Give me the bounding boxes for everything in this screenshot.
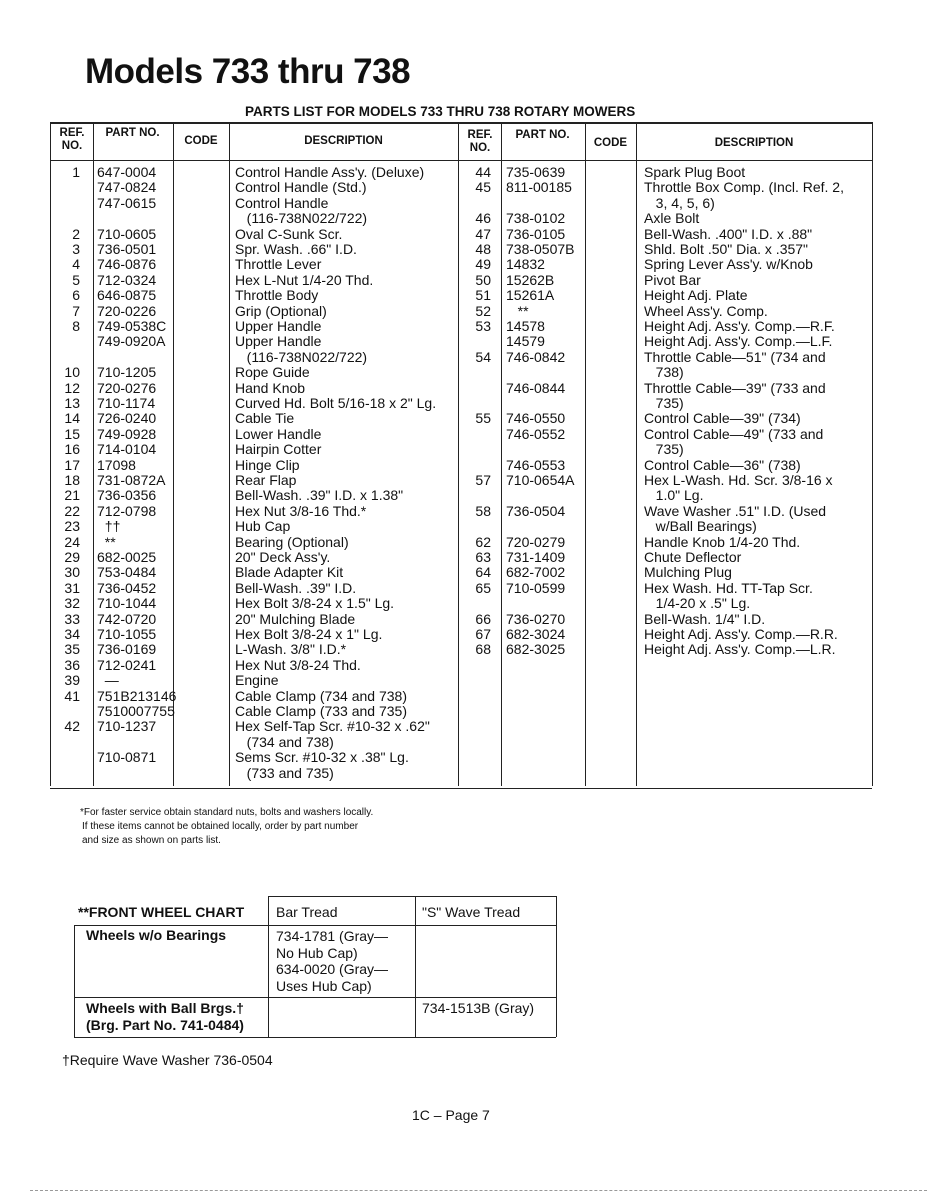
description: Hand Knob <box>235 379 306 396</box>
ref-no: 50 <box>475 271 491 288</box>
ref-no: 44 <box>475 164 491 180</box>
description: Engine <box>235 672 279 689</box>
part-no: 712-0324 <box>97 271 157 288</box>
ref-no: 39 <box>64 672 80 689</box>
header-part-left: PART NO. <box>105 127 160 139</box>
part-no: 746-0842 <box>506 348 566 365</box>
part-no: 736-0504 <box>506 502 566 519</box>
description: Hex Nut 3/8-16 Thd.* <box>235 502 367 519</box>
part-no: 682-7002 <box>506 564 566 581</box>
description: Spring Lever Ass'y. w/Knob <box>644 256 813 273</box>
ref-no: 67 <box>475 626 491 642</box>
description: Wave Washer .51" I.D. (Used <box>644 502 827 519</box>
ref-no: 32 <box>64 595 80 612</box>
part-no: 738-0507B <box>506 241 575 257</box>
ref-no: 64 <box>475 564 491 581</box>
header-code-right: CODE <box>593 137 628 149</box>
description: Blade Adapter Kit <box>235 564 344 581</box>
footnote-line: *For faster service obtain standard nuts, bolts and washers locally. <box>80 807 374 818</box>
wheel-chart-title: **FRONT WHEEL CHART <box>78 904 245 920</box>
part-no: ** <box>506 302 529 319</box>
header-ref-left: REF. NO. <box>59 127 85 152</box>
description: Bell-Wash. .39" I.D. <box>235 579 357 596</box>
part-no: 682-3024 <box>506 626 566 642</box>
wheel-chart-line: No Hub Cap) <box>276 944 358 961</box>
description: Pivot Bar <box>644 271 701 288</box>
ref-no: 10 <box>64 364 80 381</box>
description: Hairpin Cotter <box>235 441 322 458</box>
header-code-left: CODE <box>184 135 218 147</box>
description: 738) <box>644 364 684 381</box>
part-no: 746-0552 <box>506 425 566 442</box>
ref-no: 42 <box>64 718 80 735</box>
description: (116-738N022/722) <box>235 210 368 227</box>
ref-no: 63 <box>475 549 491 565</box>
description: Cable Clamp (734 and 738) <box>235 687 407 704</box>
ref-no: 35 <box>64 641 80 658</box>
part-no: 712-0241 <box>97 656 157 673</box>
part-no: 710-0599 <box>506 579 566 596</box>
part-no: ** <box>97 533 116 550</box>
description: Height Adj. Plate <box>644 287 748 304</box>
wheel-chart-cell: 734-1513B (Gray) <box>422 1000 535 1016</box>
ref-no: 2 <box>72 225 80 242</box>
description: (733 and 735) <box>235 764 334 781</box>
divider <box>636 122 637 786</box>
description: Axle Bolt <box>644 210 700 227</box>
description: Lower Handle <box>235 425 322 442</box>
front-wheel-chart <box>74 896 556 1037</box>
ref-no: 23 <box>64 518 80 535</box>
wheel-chart-col-wave-tread: "S" Wave Tread <box>422 904 521 920</box>
part-no: 726-0240 <box>97 410 157 427</box>
wheel-chart-line: 634-0020 (Gray— <box>276 961 389 977</box>
description: Hex Bolt 3/8-24 x 1" Lg. <box>235 626 383 642</box>
part-no: 15262B <box>506 271 555 288</box>
ref-no: 58 <box>475 502 491 519</box>
part-no: 710-0654A <box>506 472 575 488</box>
description: (116-738N022/722) <box>235 348 368 365</box>
wheel-chart-line: (Brg. Part No. 741-0484) <box>86 1016 244 1033</box>
description: w/Ball Bearings) <box>644 518 757 535</box>
part-no: 746-0553 <box>506 456 566 473</box>
part-no: 811-00185 <box>506 179 572 196</box>
part-no: 682-3025 <box>506 641 566 658</box>
description: Upper Handle <box>235 333 322 350</box>
part-no: 753-0484 <box>97 564 157 581</box>
description: Control Cable—39" (734) <box>644 410 801 427</box>
part-no: 710-1174 <box>97 395 156 411</box>
ref-no: 3 <box>72 241 80 257</box>
ref-no: 13 <box>64 395 80 411</box>
ref-no: 7 <box>72 302 80 319</box>
wave-washer-note: †Require Wave Washer 736-0504 <box>62 1052 273 1068</box>
part-no: 736-0270 <box>506 610 566 627</box>
ref-no: 21 <box>64 487 80 504</box>
divider <box>872 122 873 786</box>
description: Sems Scr. #10-32 x .38" Lg. <box>235 749 409 766</box>
part-no: 736-0501 <box>97 241 157 257</box>
part-no: 710-0871 <box>97 749 157 766</box>
part-no: 749-0920A <box>97 333 166 350</box>
description: Spr. Wash. .66" I.D. <box>235 241 357 257</box>
description: Control Cable—36" (738) <box>644 456 801 473</box>
description: Control Handle <box>235 194 329 211</box>
part-no: 17098 <box>97 456 136 473</box>
description: Mulching Plug <box>644 564 732 581</box>
description: Hex Self-Tap Scr. #10-32 x .62" <box>235 718 430 735</box>
description: Throttle Box Comp. (Incl. Ref. 2, <box>644 179 844 196</box>
ref-no: 4 <box>72 256 80 273</box>
page-edge <box>30 1190 927 1191</box>
part-no: 710-0605 <box>97 225 157 242</box>
ref-no: 55 <box>475 410 491 427</box>
description: Height Adj. Ass'y. Comp.—R.R. <box>644 626 838 642</box>
ref-no: 30 <box>64 564 80 581</box>
ref-no: 24 <box>64 533 80 550</box>
description: 3, 4, 5, 6) <box>644 194 715 211</box>
description: Chute Deflector <box>644 549 742 565</box>
wheel-chart-row-label <box>86 1000 244 1033</box>
ref-no: 6 <box>72 287 80 304</box>
description: Cable Tie <box>235 410 295 427</box>
wheel-chart-line: Uses Hub Cap) <box>276 977 372 994</box>
description: Hex Bolt 3/8-24 x 1.5" Lg. <box>235 595 395 612</box>
part-no: 746-0550 <box>506 410 566 427</box>
part-no: 710-1044 <box>97 595 157 612</box>
part-no: 14579 <box>506 333 545 350</box>
description: Bell-Wash. .400" I.D. x .88" <box>644 225 813 242</box>
part-no: 731-0872A <box>97 472 166 488</box>
description: Height Adj. Ass'y. Comp.—L.R. <box>644 641 836 658</box>
description: Handle Knob 1/4-20 Thd. <box>644 533 801 550</box>
part-no: 647-0004 <box>97 164 157 180</box>
ref-no: 15 <box>64 425 80 442</box>
description: Hub Cap <box>235 518 291 535</box>
description: Cable Clamp (733 and 735) <box>235 703 407 719</box>
description: Wheel Ass'y. Comp. <box>644 302 768 319</box>
part-no: 742-0720 <box>97 610 157 627</box>
part-no: 720-0226 <box>97 302 157 319</box>
part-no: 731-1409 <box>506 549 566 565</box>
ref-no: 52 <box>475 302 491 319</box>
ref-no: 62 <box>475 533 491 550</box>
ref-no: 66 <box>475 610 491 627</box>
description: Spark Plug Boot <box>644 164 746 180</box>
description: Throttle Cable—51" (734 and <box>644 348 826 365</box>
part-no: 14832 <box>506 256 545 273</box>
description: Curved Hd. Bolt 5/16-18 x 2" Lg. <box>235 395 437 411</box>
part-no: 720-0276 <box>97 379 157 396</box>
ref-no: 22 <box>64 502 80 519</box>
part-no: 712-0798 <box>97 502 157 519</box>
ref-no: 14 <box>64 410 80 427</box>
wheel-chart-line: 734-1781 (Gray— <box>276 928 389 944</box>
part-no: 14578 <box>506 318 545 334</box>
ref-no: 65 <box>475 579 491 596</box>
description: Control Cable—49" (733 and <box>644 425 824 442</box>
description: Height Adj. Ass'y. Comp.—L.F. <box>644 333 833 350</box>
footnote-line: If these items cannot be obtained locally, order by part number <box>82 821 359 832</box>
wheel-chart-cell <box>276 928 388 994</box>
description: Bearing (Optional) <box>235 533 349 550</box>
description: Rope Guide <box>235 364 310 381</box>
description: Bell-Wash. .39" I.D. x 1.38" <box>235 487 404 504</box>
divider <box>585 122 586 786</box>
ref-no: 8 <box>72 318 80 334</box>
description: Hex L-Nut 1/4-20 Thd. <box>235 271 374 288</box>
header-ref-right: REF. NO. <box>467 129 493 154</box>
description: Hex Wash. Hd. TT-Tap Scr. <box>644 579 813 596</box>
description: L-Wash. 3/8" I.D.* <box>235 641 347 658</box>
header-part-right: PART NO. <box>515 129 570 141</box>
wheel-chart-line: Wheels with Ball Brgs.† <box>86 1000 244 1016</box>
part-no: 747-0824 <box>97 179 157 196</box>
ref-no: 36 <box>64 656 80 673</box>
page-number: 1C – Page 7 <box>412 1107 490 1123</box>
part-no: 736-0356 <box>97 487 157 504</box>
part-no: 736-0452 <box>97 579 157 596</box>
part-no: 751B213146 <box>97 687 177 704</box>
ref-no: 48 <box>475 241 491 257</box>
description: Height Adj. Ass'y. Comp.—R.F. <box>644 318 835 334</box>
part-no: 746-0876 <box>97 256 157 273</box>
part-no: 736-0105 <box>506 225 566 242</box>
part-no: 646-0875 <box>97 287 157 304</box>
part-no: †† <box>97 518 121 535</box>
footnote-line: and size as shown on parts list. <box>82 835 221 846</box>
description: 1/4-20 x .5" Lg. <box>644 595 751 612</box>
part-no: 682-0025 <box>97 549 157 565</box>
description: 20" Deck Ass'y. <box>235 549 331 565</box>
part-no: 15261A <box>506 287 555 304</box>
divider <box>458 122 459 786</box>
description: Hinge Clip <box>235 456 300 473</box>
header-divider <box>50 160 872 161</box>
part-no: 714-0104 <box>97 441 157 458</box>
ref-no: 16 <box>64 441 80 458</box>
description: 735) <box>644 395 684 411</box>
description: Oval C-Sunk Scr. <box>235 225 343 242</box>
description: (734 and 738) <box>235 733 334 750</box>
wheel-chart-col-bar-tread: Bar Tread <box>276 904 338 920</box>
description: Grip (Optional) <box>235 302 327 319</box>
ref-no: 54 <box>475 348 491 365</box>
description: Throttle Cable—39" (733 and <box>644 379 826 396</box>
description: Throttle Lever <box>235 256 322 273</box>
description: Control Handle (Std.) <box>235 179 367 196</box>
ref-no: 53 <box>475 318 491 334</box>
ref-no: 17 <box>64 456 80 473</box>
ref-no: 5 <box>72 271 80 288</box>
part-no: 710-1237 <box>97 718 157 735</box>
ref-no: 29 <box>64 549 80 565</box>
header-desc-left: DESCRIPTION <box>304 135 383 147</box>
ref-no: 1 <box>72 164 80 180</box>
part-no: 749-0928 <box>97 425 157 442</box>
description: Bell-Wash. 1/4" I.D. <box>644 610 766 627</box>
ref-no: 51 <box>475 287 491 304</box>
wheel-chart-row-label: Wheels w/o Bearings <box>86 927 227 943</box>
ref-no: 45 <box>475 179 491 196</box>
description: Shld. Bolt .50" Dia. x .357" <box>644 241 809 257</box>
part-no: 746-0844 <box>506 379 566 396</box>
part-no: 720-0279 <box>506 533 566 550</box>
header-desc-right: DESCRIPTION <box>714 137 794 149</box>
part-no: 710-1205 <box>97 364 157 381</box>
ref-no: 41 <box>64 687 80 704</box>
description: 20" Mulching Blade <box>235 610 356 627</box>
description: Control Handle Ass'y. (Deluxe) <box>235 164 425 180</box>
page-title: Models 733 thru 738 <box>85 52 411 91</box>
ref-no: 34 <box>64 626 80 642</box>
part-no: 735-0639 <box>506 164 566 180</box>
ref-no: 31 <box>64 579 80 596</box>
part-no: — <box>97 672 119 689</box>
ref-no: 49 <box>475 256 491 273</box>
ref-no: 18 <box>64 472 80 488</box>
ref-no: 57 <box>475 472 491 488</box>
part-no: 749-0538C <box>97 318 167 334</box>
description: Hex L-Wash. Hd. Scr. 3/8-16 x <box>644 472 833 488</box>
ref-no: 33 <box>64 610 80 627</box>
divider <box>229 122 230 786</box>
description: Rear Flap <box>235 472 297 488</box>
part-no: 710-1055 <box>97 626 157 642</box>
description: 735) <box>644 441 684 458</box>
parts-list-subtitle: PARTS LIST FOR MODELS 733 THRU 738 ROTARY MOWERS <box>245 104 636 119</box>
description: 1.0" Lg. <box>644 487 704 504</box>
divider <box>93 122 94 786</box>
divider <box>173 122 174 786</box>
ref-no: 12 <box>64 379 80 396</box>
divider <box>501 122 502 786</box>
part-no: 736-0169 <box>97 641 157 658</box>
description: Upper Handle <box>235 318 322 334</box>
description: Throttle Body <box>235 287 319 304</box>
ref-no: 68 <box>475 641 491 658</box>
ref-no: 47 <box>475 225 491 242</box>
part-no: 738-0102 <box>506 210 566 227</box>
ref-no: 46 <box>475 210 491 227</box>
part-no: 747-0615 <box>97 194 157 211</box>
description: Hex Nut 3/8-24 Thd. <box>235 656 361 673</box>
part-no: 7510007755 <box>97 703 175 719</box>
